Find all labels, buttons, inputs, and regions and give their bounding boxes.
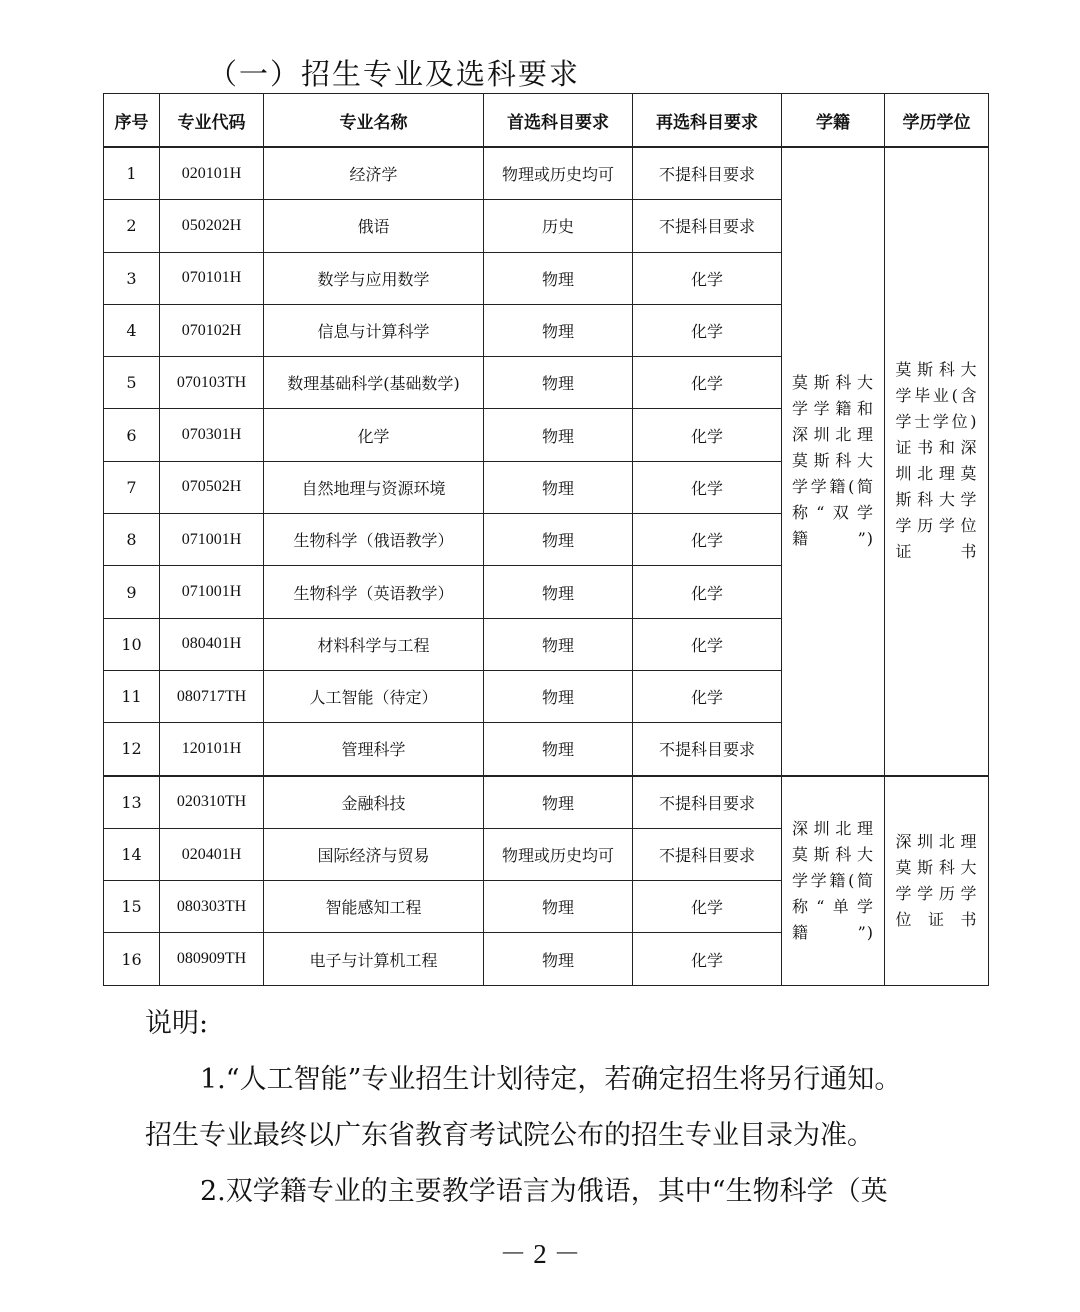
row-name: 生物科学（英语教学） [264,566,484,618]
header-no: 序号 [104,94,160,148]
group1-degree-cell [885,147,989,776]
row-no: 10 [104,618,160,670]
row-name: 管理科学 [264,723,484,776]
row-code: 020310TH [160,776,264,829]
row-name: 数学与应用数学 [264,252,484,304]
row-second-subject: 不提科目要求 [633,828,782,880]
row-no: 13 [104,776,160,829]
row-first-subject: 物理 [484,933,633,985]
majors-table [103,93,989,986]
note-line-3: 2.双学籍专业的主要教学语言为俄语，其中“生物科学（英 [200,1176,888,1207]
row-second-subject: 化学 [633,252,782,304]
row-code: 071001H [160,514,264,566]
row-name: 国际经济与贸易 [264,828,484,880]
row-first-subject: 物理 [484,881,633,933]
row-no: 15 [104,881,160,933]
row-name: 信息与计算科学 [264,304,484,356]
row-code: 070103TH [160,357,264,409]
row-code: 050202H [160,200,264,252]
row-no: 8 [104,514,160,566]
row-code: 070101H [160,252,264,304]
row-first-subject: 物理或历史均可 [484,147,633,200]
row-second-subject: 化学 [633,881,782,933]
row-second-subject: 化学 [633,304,782,356]
row-second-subject: 化学 [633,933,782,985]
row-code: 070301H [160,409,264,461]
row-code: 080401H [160,618,264,670]
row-first-subject: 物理 [484,670,633,722]
row-no: 14 [104,828,160,880]
row-first-subject: 物理或历史均可 [484,828,633,880]
row-no: 4 [104,304,160,356]
row-name: 化学 [264,409,484,461]
section-title: （一）招生专业及选科要求 [208,57,581,91]
row-first-subject: 物理 [484,514,633,566]
row-second-subject: 不提科目要求 [633,147,782,200]
row-name: 电子与计算机工程 [264,933,484,985]
row-second-subject: 化学 [633,409,782,461]
row-no: 1 [104,147,160,200]
header-second-subject: 再选科目要求 [633,94,782,148]
row-no: 5 [104,357,160,409]
row-no: 12 [104,723,160,776]
group1-status: 莫斯科大学学籍和深圳北理莫斯科大学学籍(简称“双学籍”) [792,373,874,549]
row-name: 智能感知工程 [264,881,484,933]
group1-degree: 莫斯科大学毕业(含学士学位)证书和深圳北理莫斯科大学学历学位证书 [895,360,978,562]
row-code: 070102H [160,304,264,356]
row-second-subject: 不提科目要求 [633,776,782,829]
row-code: 070502H [160,461,264,513]
row-code: 071001H [160,566,264,618]
row-no: 11 [104,670,160,722]
row-code: 120101H [160,723,264,776]
group2-degree: 深圳北理莫斯科大学学历学位证书 [895,831,978,929]
header-first-subject: 首选科目要求 [484,94,633,148]
row-code: 080303TH [160,881,264,933]
note-line-2: 招生专业最终以广东省教育考试院公布的招生专业目录为准。 [145,1120,874,1151]
group2-status-cell [782,776,885,986]
row-first-subject: 物理 [484,723,633,776]
row-no: 7 [104,461,160,513]
row-name: 金融科技 [264,776,484,829]
group1-status-cell [782,147,885,776]
row-first-subject: 物理 [484,357,633,409]
row-second-subject: 化学 [633,566,782,618]
group2-status: 深圳北理莫斯科大学学籍(简称“单学籍”) [792,818,874,942]
header-name: 专业名称 [264,94,484,148]
row-code: 020401H [160,828,264,880]
row-code: 080717TH [160,670,264,722]
row-first-subject: 物理 [484,252,633,304]
row-no: 9 [104,566,160,618]
row-first-subject: 物理 [484,304,633,356]
row-second-subject: 化学 [633,670,782,722]
table-row [104,776,989,829]
row-first-subject: 物理 [484,461,633,513]
table-header-row [104,94,989,148]
row-no: 16 [104,933,160,985]
row-second-subject: 化学 [633,357,782,409]
notes-heading: 说明: [145,1008,209,1039]
row-name: 生物科学（俄语教学） [264,514,484,566]
row-name: 数理基础科学(基础数学) [264,357,484,409]
row-code: 020101H [160,147,264,200]
row-no: 3 [104,252,160,304]
row-name: 俄语 [264,200,484,252]
row-second-subject: 化学 [633,618,782,670]
row-name: 经济学 [264,147,484,200]
row-no: 2 [104,200,160,252]
row-name: 自然地理与资源环境 [264,461,484,513]
row-second-subject: 化学 [633,461,782,513]
row-first-subject: 物理 [484,566,633,618]
note-line-1: 1.“人工智能”专业招生计划待定，若确定招生将另行通知。 [200,1064,902,1095]
header-status: 学籍 [782,94,885,148]
row-second-subject: 化学 [633,514,782,566]
row-name: 人工智能（待定） [264,670,484,722]
row-no: 6 [104,409,160,461]
row-first-subject: 物理 [484,409,633,461]
row-first-subject: 物理 [484,776,633,829]
row-first-subject: 历史 [484,200,633,252]
row-second-subject: 不提科目要求 [633,723,782,776]
table-row [104,147,989,200]
notes-section [145,996,965,1220]
header-code: 专业代码 [160,94,264,148]
row-name: 材料科学与工程 [264,618,484,670]
page-number: － 2 － [499,1239,581,1269]
row-code: 080909TH [160,933,264,985]
row-second-subject: 不提科目要求 [633,200,782,252]
row-first-subject: 物理 [484,618,633,670]
group2-degree-cell [885,776,989,986]
header-degree: 学历学位 [885,94,989,148]
